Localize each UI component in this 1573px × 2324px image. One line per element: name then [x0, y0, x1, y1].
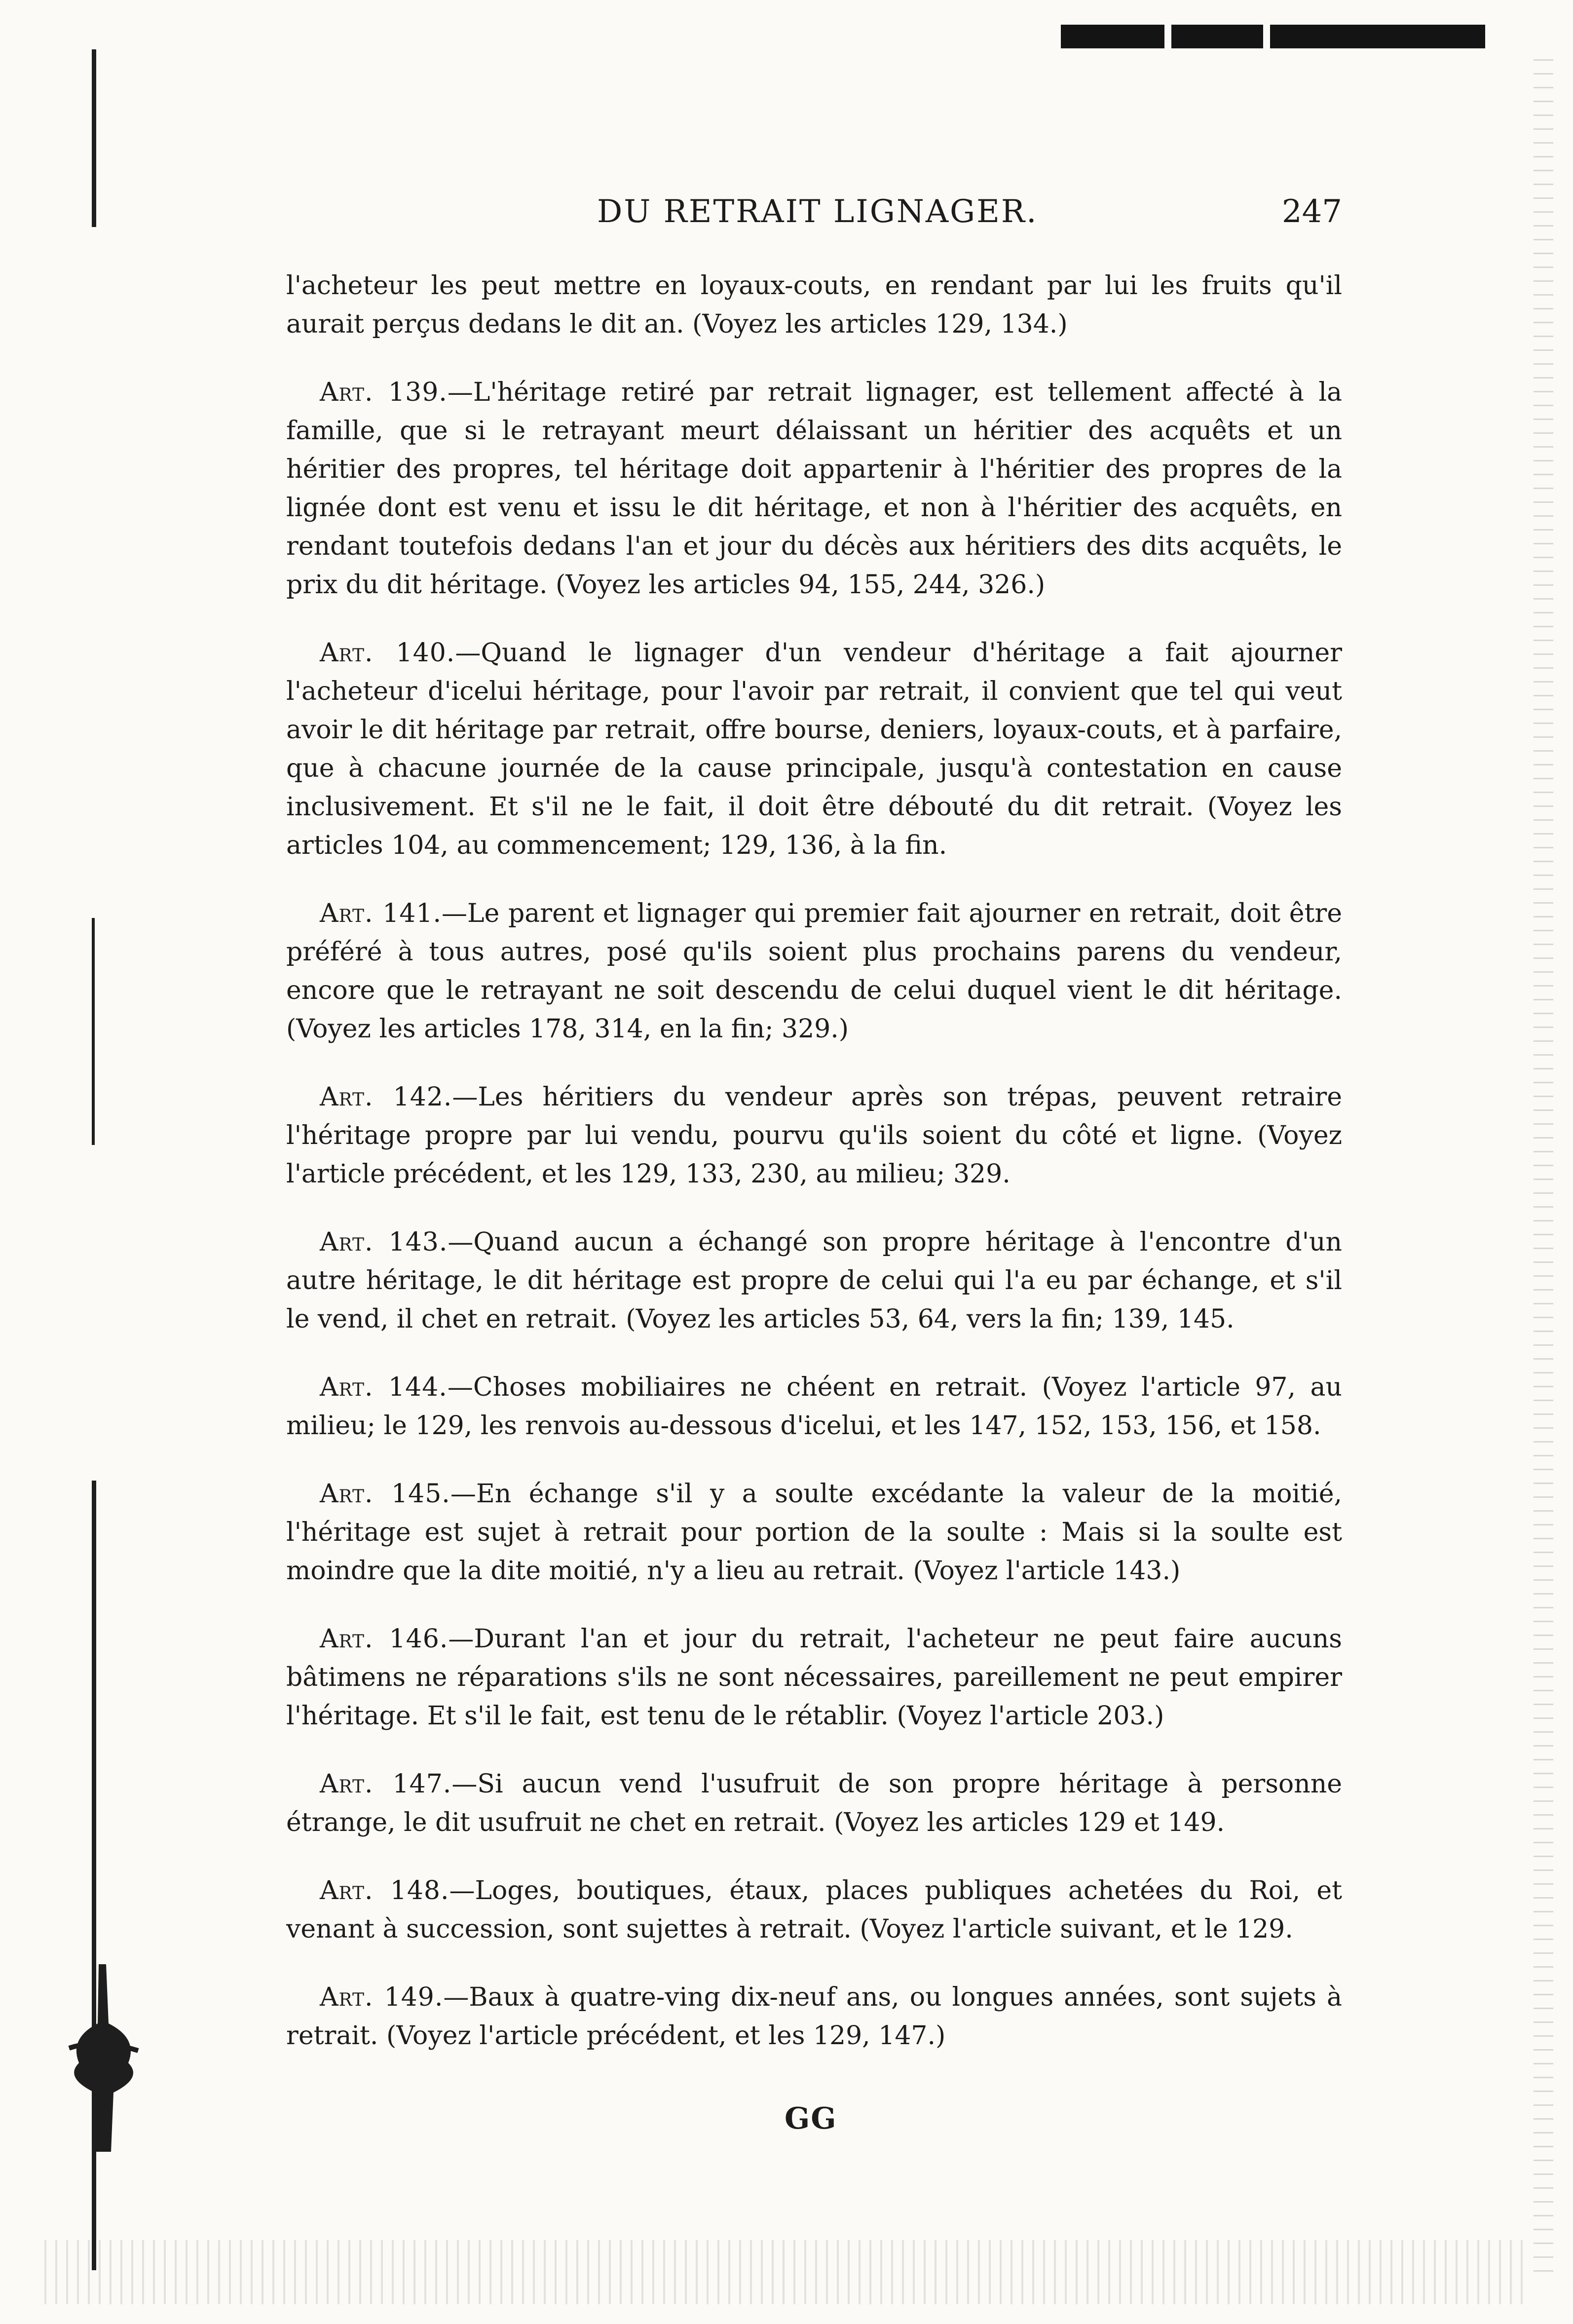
- signature-mark: GG: [785, 2101, 837, 2136]
- article-label: Art. 139.: [320, 378, 448, 407]
- article-text: —Loges, boutiques, étaux, places publiques achetées du Roi, et venant à succession, sont sujettes à retrait. (Voyez l'article suivant, et le 129.: [286, 1876, 1342, 1944]
- article-142: [286, 1078, 1342, 1193]
- article-text: —Choses mobiliaires ne chéent en retrait. (Voyez l'article 97, au milieu; le 129, les renvois au-dessous d'icelui, et les 147, 152, 153, 156, et 158.: [286, 1372, 1342, 1441]
- article-144: [286, 1368, 1342, 1445]
- scan-noise-bottom: [44, 2240, 1525, 2304]
- article-label: Art. 145.: [320, 1479, 450, 1509]
- article-139: [286, 373, 1342, 604]
- article-label: Art. 142.: [320, 1082, 452, 1112]
- article-label: Art. 140.: [320, 638, 455, 668]
- article-label: Art. 149.: [320, 1982, 444, 2012]
- article-text: —Durant l'an et jour du retrait, l'acheteur ne peut faire aucuns bâtimens ne réparations s'ils ne sont nécessaires, pareillement ne peut empirer l'héritage. Et s'il le fait, est tenu de le rétablir. (Voyez l'article 203.): [286, 1624, 1342, 1731]
- continuation-paragraph: l'acheteur les peut mettre en loyaux-couts, en rendant par lui les fruits qu'il aurait perçus dedans le dit an. (Voyez les articles 129, 134.): [286, 271, 1342, 339]
- binding-edge-line: [92, 1481, 96, 2270]
- scan-edge-bar: [1061, 25, 1485, 48]
- article-label: Art. 148.: [320, 1876, 449, 1905]
- article-text: —Baux à quatre-ving dix-neuf ans, ou longues années, sont sujets à retrait. (Voyez l'article précédent, et les 129, 147.): [286, 1982, 1342, 2051]
- ink-blot-ornament: [39, 1964, 168, 2152]
- running-title: DU RETRAIT LIGNAGER.: [597, 193, 1038, 230]
- article-141: [286, 894, 1342, 1048]
- article-label: Art. 143.: [320, 1227, 448, 1257]
- running-head: [286, 193, 1342, 228]
- article-label: Art. 147.: [320, 1769, 452, 1799]
- article-149: [286, 1978, 1342, 2055]
- article-text: —Les héritiers du vendeur après son trépas, peuvent retraire l'héritage propre par lui vendu, pourvu qu'ils soient du côté et ligne. (Voyez l'article précédent, et les 129, 133, 230, au milieu; 329.: [286, 1082, 1342, 1189]
- article-label: Art. 146.: [320, 1624, 449, 1654]
- binding-edge-line: [92, 918, 95, 1145]
- article-text: —Le parent et lignager qui premier fait ajourner en retrait, doit être préféré à tous autres, posé qu'ils soient plus prochains parens du vendeur, encore que le retrayant ne soit descendu de celui duquel vient le dit héritage. (Voyez les articles 178, 314, en la fin; 329.): [286, 899, 1342, 1044]
- article-140: [286, 634, 1342, 865]
- article-label: Art. 144.: [320, 1372, 448, 1402]
- article-text: —L'héritage retiré par retrait lignager, est tellement affecté à la famille, que si le retrayant meurt délaissant un héritier des acquêts et un héritier des propres, tel héritage doit appartenir à l'héritier des propres de la lignée dont est venu et issu le dit héritage, et non à l'héritier des acquêts, en rendant toutefois dedans l'an et jour du décès aux héritiers des dits acquêts, le prix du dit héritage. (Voyez les articles 94, 155, 244, 326.): [286, 378, 1342, 600]
- article-147: [286, 1765, 1342, 1842]
- article-label: Art. 141.: [320, 899, 442, 928]
- article-text: —Quand le lignager d'un vendeur d'héritage a fait ajourner l'acheteur d'icelui héritage, pour l'avoir par retrait, il convient que tel qui veut avoir le dit héritage par retrait, offre bourse, deniers, loyaux-couts, et à parfaire, que à chacune journée de la cause principale, jusqu'à contestation en cause inclusivement. Et s'il ne le fait, il doit être débouté du dit retrait. (Voyez les articles 104, au commencement; 129, 136, à la fin.: [286, 638, 1342, 860]
- scan-edge-gap: [1263, 25, 1270, 48]
- article-146: [286, 1620, 1342, 1735]
- article-143: [286, 1223, 1342, 1338]
- article-text: —En échange s'il y a soulte excédante la valeur de la moitié, l'héritage est sujet à retrait pour portion de la soulte : Mais si la soulte est moindre que la dite moitié, n'y a lieu au retrait. (Voyez l'article 143.): [286, 1479, 1342, 1586]
- article-148: [286, 1871, 1342, 1948]
- article-text: —Si aucun vend l'usufruit de son propre héritage à personne étrange, le dit usufruit ne chet en retrait. (Voyez les articles 129 et 149.: [286, 1769, 1342, 1837]
- article-text: —Quand aucun a échangé son propre héritage à l'encontre d'un autre héritage, le dit héritage est propre de celui qui l'a eu par échange, et s'il le vend, il chet en retrait. (Voyez les articles 53, 64, vers la fin; 139, 145.: [286, 1227, 1342, 1334]
- body-text: [286, 267, 1342, 2085]
- article-145: [286, 1475, 1342, 1590]
- scan-edge-gap: [1164, 25, 1171, 48]
- binding-edge-line: [92, 49, 96, 227]
- scan-noise-right: [1534, 59, 1553, 2280]
- page-number: 247: [1281, 193, 1342, 230]
